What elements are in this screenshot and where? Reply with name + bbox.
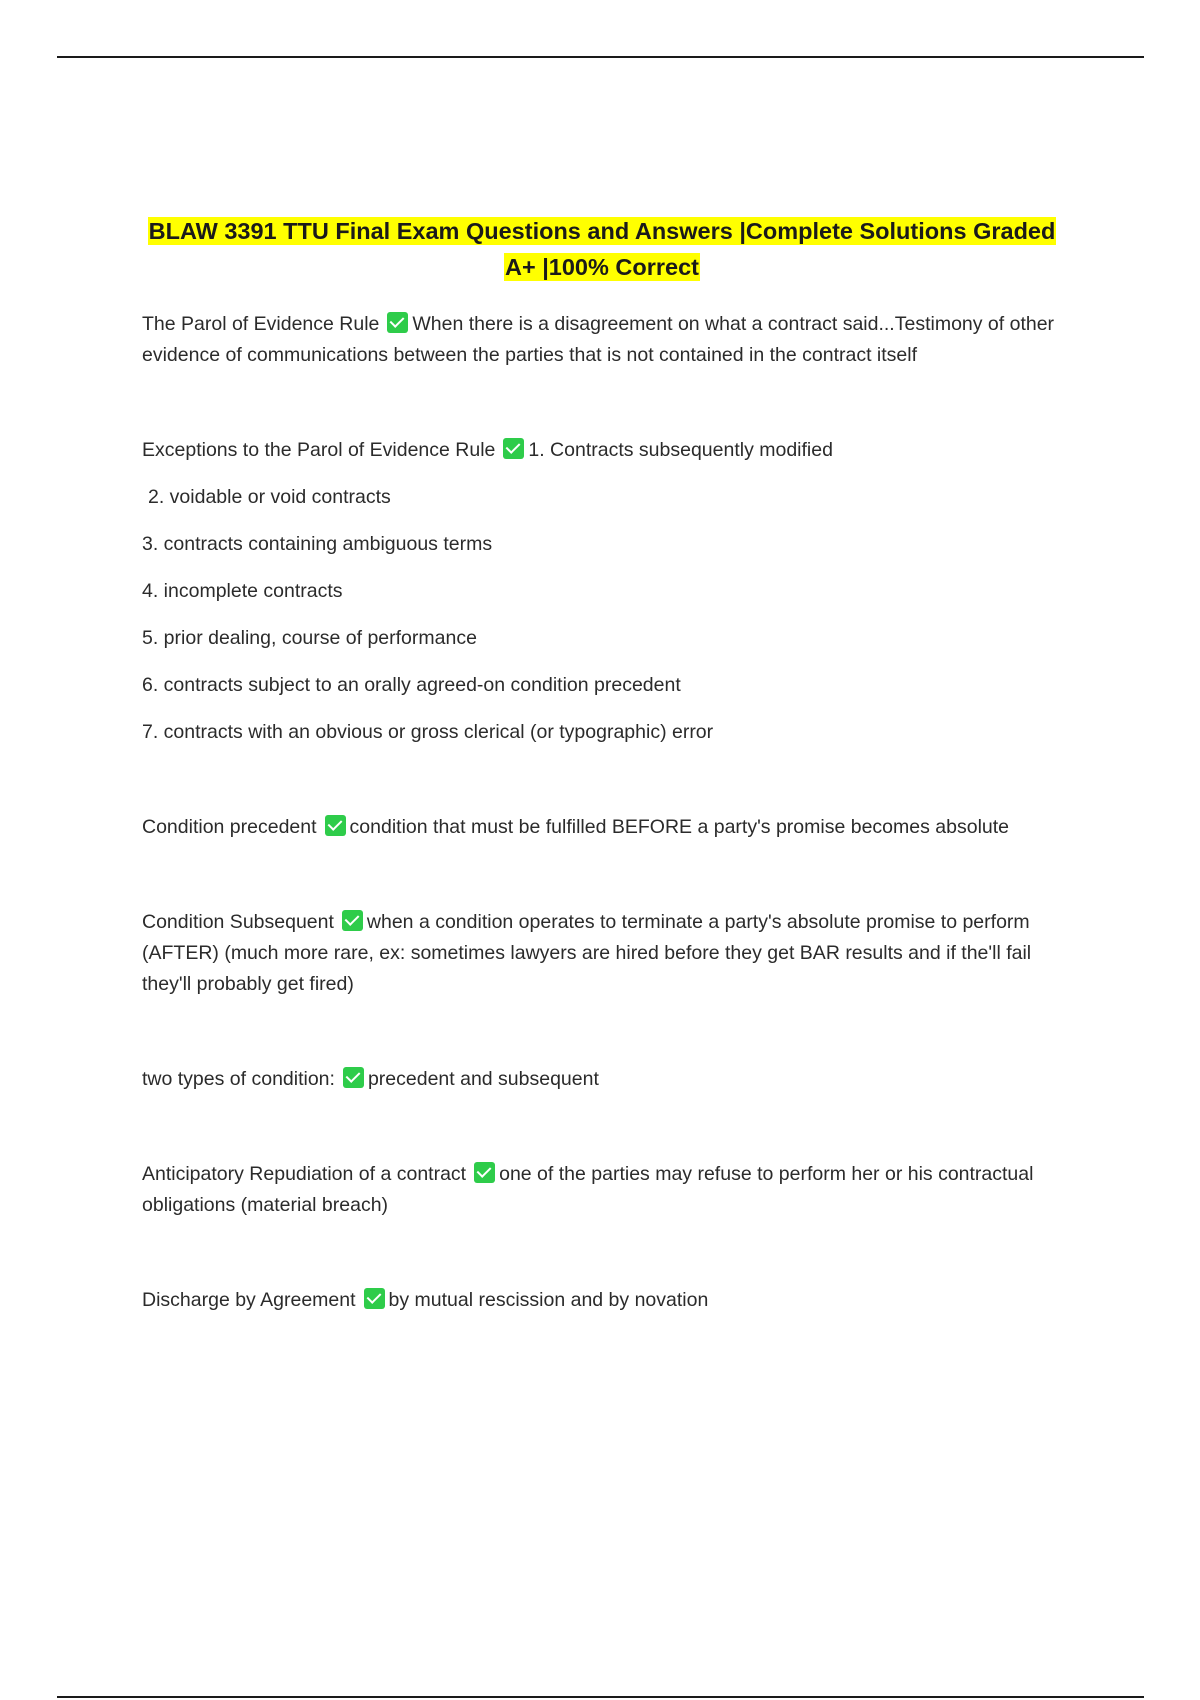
term: Anticipatory Repudiation of a contract (142, 1163, 467, 1185)
list-item: 4. incomplete contracts (142, 580, 343, 602)
answer: precedent and subsequent (367, 1068, 599, 1090)
check-box-icon (342, 910, 363, 931)
title-line-1: BLAW 3391 TTU Final Exam Questions and Answers |Complete Solutions Graded (148, 218, 1056, 244)
qa-entry (142, 907, 1062, 1000)
check-box-icon (387, 312, 408, 333)
answer: by mutual rescission and by novation (388, 1289, 709, 1311)
check-box-icon (474, 1162, 495, 1183)
term: Exceptions to the Parol of Evidence Rule (142, 439, 496, 461)
answer: when a condition operates to terminate a party's absolute promise to perform (AFTER) (much more rare, ex: sometimes lawyers are hired before they get BAR results and if the'll fail they'll probably get fired) (142, 911, 1032, 995)
term: Discharge by Agreement (142, 1289, 356, 1311)
list-item: 2. voidable or void contracts (148, 486, 391, 508)
qa-entry (142, 309, 1062, 371)
list-item: 6. contracts subject to an orally agreed-on condition precedent (142, 674, 681, 696)
document-body (142, 213, 1062, 1316)
check-box-icon (343, 1067, 364, 1088)
top-rule (57, 56, 1144, 58)
check-box-icon (503, 438, 524, 459)
qa-entry (142, 1064, 1062, 1095)
title-line-2: A+ |100% Correct (504, 254, 699, 280)
answer: 1. Contracts subsequently modified (528, 439, 833, 461)
term: Condition precedent (142, 816, 317, 838)
list-item: 3. contracts containing ambiguous terms (142, 533, 493, 555)
answer: one of the parties may refuse to perform her or his contractual obligations (material breach) (142, 1163, 1034, 1216)
qa-entry (142, 812, 1062, 843)
answer: condition that must be fulfilled BEFORE a party's promise becomes absolute (349, 816, 1010, 838)
qa-entry (142, 1159, 1062, 1221)
qa-entry (142, 1285, 1062, 1316)
term: two types of condition: (142, 1068, 335, 1090)
check-box-icon (325, 815, 346, 836)
qa-entry (142, 435, 1062, 466)
term: Condition Subsequent (142, 911, 334, 933)
check-box-icon (364, 1288, 385, 1309)
term: The Parol of Evidence Rule (142, 313, 380, 335)
list-item: 7. contracts with an obvious or gross clerical (or typographic) error (142, 721, 714, 743)
document-title (142, 213, 1062, 285)
answer: When there is a disagreement on what a contract said...Testimony of other evidence of communications between the parties that is not contained in the contract itself (142, 313, 1055, 366)
bottom-rule (57, 1696, 1144, 1698)
list-item: 5. prior dealing, course of performance (142, 627, 477, 649)
